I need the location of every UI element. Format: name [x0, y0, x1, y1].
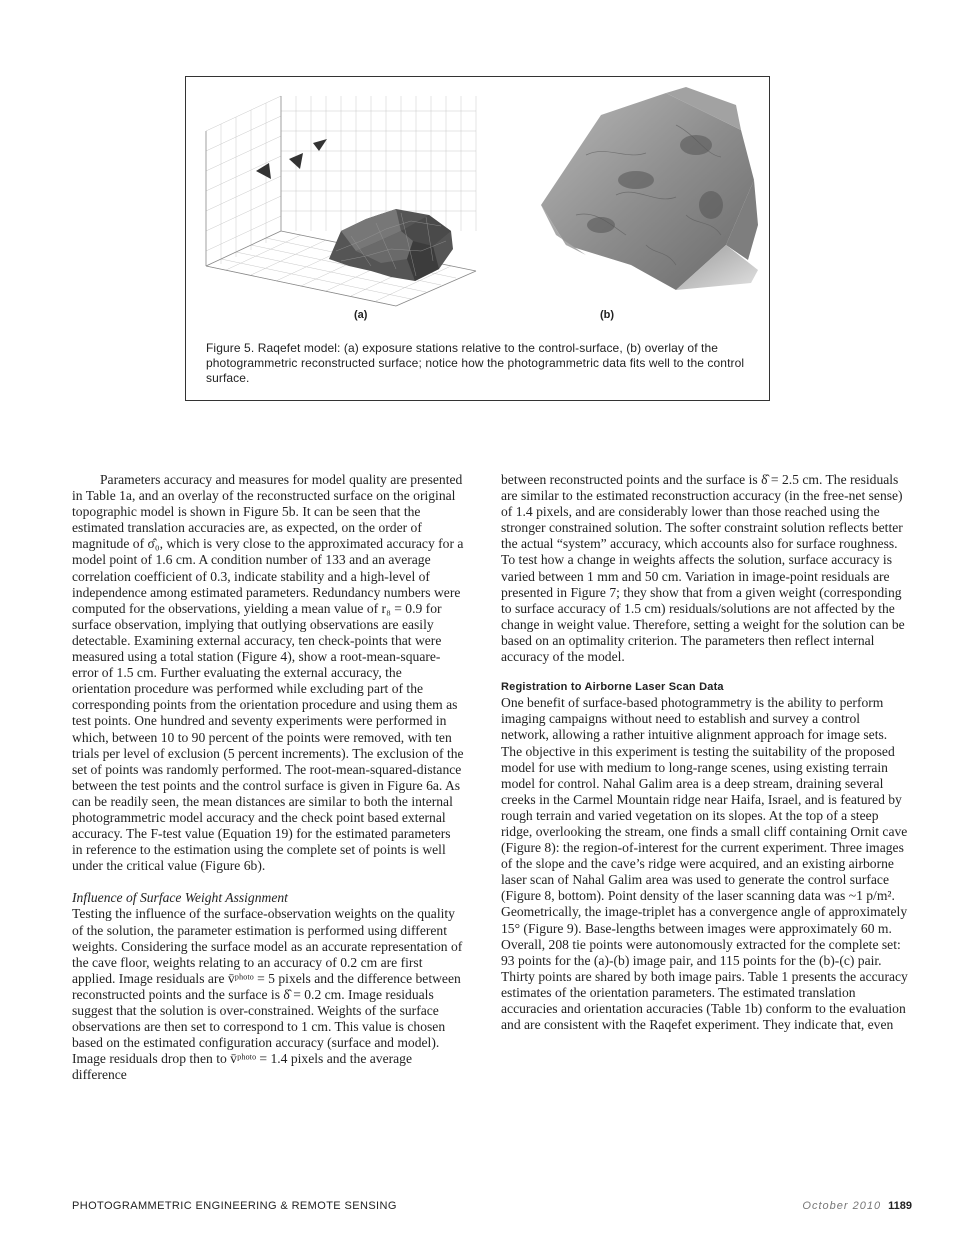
section-heading: Registration to Airborne Laser Scan Data [501, 681, 724, 694]
figure-5 [185, 76, 770, 401]
body-paragraph: between reconstructed points and the surface is δ̂ = 2.5 cm. The residuals are similar to the estimated reconstruction accuracy (in the free-net sense) of 1.4 pixels, and are considerably lower than those reached using the stronger constrained solution. The softer constraint solution reflects better the actual “system” accuracy, which accounts also for surface roughness. To test how a change in weights affects the solution, surface accuracy is varied between 1 mm and 50 cm. Variation in image-point residuals are presented in Figure 7; they show that from a given weight (corresponding to surface accuracy of 1.5 cm) residuals/solutions are not affected by the change in weight value. Therefore, setting a weight for the solution can be based on an optimality criterion. The parameters then reflect internal accuracy of the model. [501, 472, 905, 665]
control-surface-mesh [329, 209, 453, 281]
right-column [501, 472, 911, 1033]
figure-5b-surface [526, 85, 761, 317]
exposure-station-3 [313, 139, 327, 151]
figure-5a-plot [201, 91, 486, 311]
page-footer [802, 1200, 912, 1212]
journal-name: PHOTOGRAMMETRIC ENGINEERING & REMOTE SENSING [72, 1200, 397, 1212]
body-paragraph: One benefit of surface-based photogrammetry is the ability to perform imaging campaigns without need to establish and survey a control network, allowing a rather intuitive alignment approach for image sets. The objective in this experiment is testing the suitability of the proposed model for use with medium to long-range scenes, using existing terrain model for control. Nahal Galim area is a deep stream, draining several creeks in the Carmel Mountain ridge near Haifa, Israel, and is featured by rough terrain and varied vegetation on its slopes. At the top of a steep ridge, overlooking the stream, one finds a small cliff containing Ornit cave (Figure 8): the region-of-interest for the current experiment. Three images of the slope and the cave’s ridge were acquired, and an existing airborne laser scan of Nahal Galim area was used to generate the control surface (Figure 8, bottom). Point density of the laser scanning data was ~1 p/m². Geometrically, the image-triplet has a convergence angle of approximately 15° (Figure 9). Base-lengths between images were approximately 60 m. Overall, 208 tie points were autonomously extracted for the complete set: 93 points for the (a)-(b) image pair, and 115 points for the (b)-(c) pair. Thirty points are shared by both image pairs. Table 1 presents the accuracy estimates of the orientation parameters. The estimated translation accuracies and orientation accuracies (Table 1b) conform to the evaluation and are consistent with the Raqefet experiment. They indicate that, even [501, 695, 908, 1033]
section-subheading: Influence of Surface Weight Assignment [72, 890, 288, 906]
figure-caption: Figure 5. Raqefet model: (a) exposure stations relative to the control-surface, (b) overlay of the photogrammetric reconstructed surface; notice how the photogrammetric data fits well to the control surface. [206, 341, 745, 385]
issue-date: October 2010 [802, 1200, 882, 1212]
body-paragraph: Testing the influence of the surface-observation weights on the quality of the solution, the parameter estimation is performed using different weights. Considering the surface model as an accurate representation of the cave floor, weights relating to an accuracy of 0.2 cm are first applied. Image residuals are v̄ᵖʰᵒᵗᵒ = 5 pixels and the difference between reconstructed points and the surface is δ̂ = 0.2 cm. Image residuals suggest that the solution is over-constrained. Weights of the surface observations are then set to correspond to 1 cm. This value is chosen based on the estimated configuration accuracy (surface and model). Image residuals drop then to v̄ᵖʰᵒᵗᵒ = 1.4 pixels and the average difference [72, 906, 463, 1083]
body-paragraph: Parameters accuracy and measures for model quality are presented in Table 1a, and an overlay of the reconstructed surface on the original topographic model is shown in Figure 5b. It can be seen that the estimated translation accuracies are, as expected, on the order of magnitude of σ̂₀, which is very close to the approximated accuracy for a model point of 1.6 cm. A condition number of 133 and an average correlation coefficient of 0.3, indicate stability and a high-level of independence among estimated parameters. Redundancy numbers were computed for the observations, yielding a mean value of r₈ = 0.9 for surface observation, implying that outlying observations are easily detectable. Examining external accuracy, ten check-points that were measured using a total station (Figure 4), show a root-mean-square-error of 1.5 cm. Further evaluating the external accuracy, the orientation procedure was performed while excluding part of the corresponding points from the orientation procedure and using them as test points. One hundred and seventy experiments were performed in which, between 10 to 90 percent of the points were removed, with ten trials per level of exclusion (5 percent increments). The exclusion of the set of points was randomly performed. The root-mean-squared-distance between the test points and the control surface is given in Figure 6a. As can be readily seen, the mean distances are similar to both the internal photogrammetric model accuracy and the check point based external accuracy. The F-test value (Equation 19) for the estimated parameters in reference to the estimation using the complete set of points is well under the critical value (Figure 6b). [72, 472, 464, 874]
exposure-station-1 [256, 163, 271, 179]
panel-label-a: (a) [354, 309, 368, 321]
left-column [72, 472, 464, 1083]
page-number: 1189 [888, 1200, 912, 1212]
panel-label-b: (b) [600, 309, 615, 321]
